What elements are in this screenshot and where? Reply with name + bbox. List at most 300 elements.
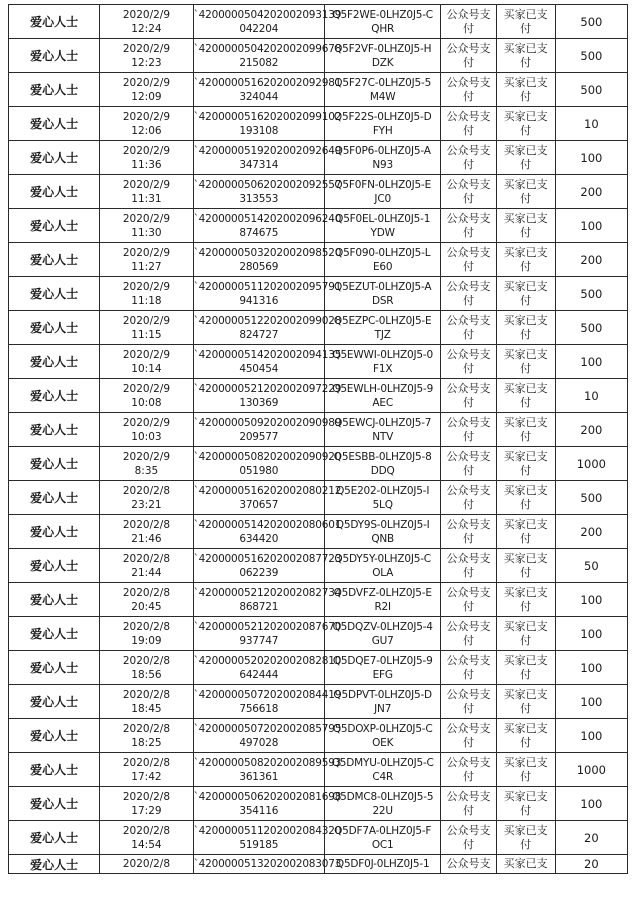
payment-time-cell-line1: 2020/2/8	[122, 654, 171, 667]
payment-status-cell-line2: 付	[520, 497, 532, 511]
payment-channel-cell-line1: 公众号支	[446, 347, 491, 361]
table-row	[9, 379, 628, 413]
order-id-cell-line2: TJZ	[374, 328, 391, 341]
transaction-id-cell-line2: 756618	[239, 702, 279, 715]
payment-channel-cell-line1: 公众号支	[446, 653, 491, 667]
transaction-id-cell-line2: 497028	[239, 736, 279, 749]
payment-status-cell-line2: 付	[520, 259, 532, 273]
payment-time-cell-line1: 2020/2/9	[122, 42, 171, 55]
payment-channel-cell-line2: 付	[462, 191, 474, 205]
payment-channel-cell	[441, 175, 496, 209]
transaction-id-cell	[193, 821, 342, 855]
payment-status-cell-line1: 买家已支	[503, 75, 548, 89]
order-id-cell-line1: Q5E202-0LHZ0J5-I	[336, 484, 430, 497]
payment-time-cell	[100, 447, 193, 481]
transaction-id-cell-line1: `4200000507202002084419	[193, 688, 342, 701]
payment-status-cell	[496, 787, 555, 821]
table-row	[9, 141, 628, 175]
payment-time-cell-line1: 2020/2/9	[122, 76, 171, 89]
donor-name-cell	[9, 209, 100, 243]
payment-channel-cell-line2: 付	[462, 429, 474, 443]
transaction-id-cell-line2: 209577	[239, 430, 279, 443]
payment-channel-cell	[441, 821, 496, 855]
payment-time-cell-line2: 11:31	[131, 192, 162, 205]
order-id-cell-line1: Q5EWWI-0LHZ0J5-0	[332, 348, 433, 361]
payment-channel-cell-line1: 公众号支	[446, 279, 491, 293]
transaction-id-cell-line2: 280569	[239, 260, 279, 273]
amount-cell-text: 500	[580, 48, 603, 63]
donor-name-cell	[9, 753, 100, 787]
transaction-id-cell-line2: 370657	[239, 498, 279, 511]
payment-channel-cell-line1: 公众号支	[446, 483, 491, 497]
payment-status-cell-line2: 付	[520, 89, 532, 103]
payment-channel-cell-line1: 公众号支	[446, 381, 491, 395]
payment-status-cell-line1: 买家已支	[503, 347, 548, 361]
payment-channel-cell-line1: 公众号支	[446, 449, 491, 463]
table-row	[9, 345, 628, 379]
payment-channel-cell-line2: 付	[462, 803, 474, 817]
payment-status-cell	[496, 243, 555, 277]
transaction-id-cell-line2: 868721	[239, 600, 279, 613]
payment-status-cell-line1: 买家已支	[503, 517, 548, 531]
payment-time-cell-line1: 2020/2/9	[122, 178, 171, 191]
payment-time-cell-line1: 2020/2/8	[122, 518, 171, 531]
table-row	[9, 651, 628, 685]
order-id-cell	[325, 651, 441, 685]
donor-name-cell	[9, 549, 100, 583]
order-id-cell-line2: DSR	[371, 294, 394, 307]
payment-status-cell-line2: 付	[520, 667, 532, 681]
payment-channel-cell-line1: 公众号支	[446, 721, 491, 735]
amount-cell-text: 100	[580, 728, 603, 743]
payment-status-cell-line2: 付	[520, 157, 532, 171]
order-id-cell	[325, 855, 441, 874]
payment-time-cell-line1: 2020/2/9	[122, 110, 171, 123]
payment-channel-cell-line1: 公众号支	[446, 619, 491, 633]
payment-channel-cell-line1: 公众号支	[446, 415, 491, 429]
payment-channel-cell-line1: 公众号支	[446, 143, 491, 157]
payment-time-cell	[100, 651, 193, 685]
amount-cell	[555, 311, 627, 345]
amount-cell-text: 100	[580, 694, 603, 709]
payment-status-cell-line1: 买家已支	[503, 789, 548, 803]
order-id-cell-line1: Q5DY5Y-0LHZ0J5-C	[334, 552, 431, 565]
donor-name-cell-text: 爱心人士	[30, 253, 79, 267]
transaction-id-cell-line1: `4200000506202002081698	[193, 790, 342, 803]
payment-time-cell-line2: 18:56	[131, 668, 162, 681]
payment-time-cell	[100, 141, 193, 175]
donor-name-cell-text: 爱心人士	[30, 219, 79, 233]
order-id-cell-line2: FYH	[372, 124, 393, 137]
order-id-cell	[325, 787, 441, 821]
payment-channel-cell-line2: 付	[462, 157, 474, 171]
table-row	[9, 719, 628, 753]
payment-status-cell-line1: 买家已支	[503, 143, 548, 157]
transaction-id-cell	[193, 209, 342, 243]
amount-cell	[555, 515, 627, 549]
payment-channel-cell-line1: 公众号支	[446, 755, 491, 769]
payment-status-cell	[496, 311, 555, 345]
payment-channel-cell-line2: 付	[462, 293, 474, 307]
transaction-id-cell-line1: `4200000514202002094135	[193, 348, 342, 361]
payment-channel-cell	[441, 277, 496, 311]
transaction-id-cell-line1: `4200000509202002090989	[193, 416, 342, 429]
payment-time-cell	[100, 277, 193, 311]
payment-channel-cell-line2: 付	[462, 599, 474, 613]
transaction-id-cell	[193, 481, 342, 515]
transaction-id-cell-line1: `4200000520202002082810	[193, 654, 342, 667]
payment-status-cell	[496, 685, 555, 719]
payment-time-cell-line1: 2020/2/8	[122, 552, 171, 565]
donation-record-table	[8, 4, 628, 874]
donor-name-cell	[9, 345, 100, 379]
payment-channel-cell-line1: 公众号支	[446, 313, 491, 327]
payment-status-cell	[496, 379, 555, 413]
order-id-cell	[325, 481, 441, 515]
order-id-cell-line1: Q5DQE7-0LHZ0J5-9	[332, 654, 433, 667]
table-row	[9, 209, 628, 243]
donor-name-cell-text: 爱心人士	[30, 321, 79, 335]
donor-name-cell-text: 爱心人士	[30, 423, 79, 437]
payment-time-cell	[100, 515, 193, 549]
amount-cell	[555, 481, 627, 515]
payment-channel-cell-line2: 付	[462, 633, 474, 647]
payment-status-cell-line1: 买家已支	[503, 109, 548, 123]
amount-cell	[555, 685, 627, 719]
transaction-id-cell	[193, 73, 342, 107]
amount-cell-text: 500	[580, 490, 603, 505]
transaction-id-cell-line1: `4200000521202002087670	[193, 620, 342, 633]
transaction-id-cell-line2: 051980	[239, 464, 279, 477]
transaction-id-cell	[193, 311, 342, 345]
transaction-id-cell	[193, 719, 342, 753]
payment-channel-cell	[441, 481, 496, 515]
donor-name-cell	[9, 617, 100, 651]
payment-time-cell-line2: 11:30	[131, 226, 162, 239]
donor-name-cell-text: 爱心人士	[30, 729, 79, 743]
payment-channel-cell	[441, 209, 496, 243]
payment-status-cell-line2: 付	[520, 123, 532, 137]
transaction-id-cell	[193, 617, 342, 651]
order-id-cell	[325, 73, 441, 107]
payment-time-cell-line1: 2020/2/9	[122, 450, 171, 463]
amount-cell-text: 10	[584, 116, 599, 131]
order-id-cell-line2: DDQ	[370, 464, 395, 477]
payment-status-cell	[496, 345, 555, 379]
payment-time-cell	[100, 379, 193, 413]
payment-time-cell	[100, 209, 193, 243]
transaction-id-cell-line2: 193108	[239, 124, 279, 137]
payment-status-cell-line1: 买家已支	[503, 313, 548, 327]
payment-status-cell	[496, 5, 555, 39]
payment-channel-cell-line1: 公众号支	[446, 109, 491, 123]
amount-cell-text: 500	[580, 286, 603, 301]
payment-time-cell-line2: 19:09	[131, 634, 162, 647]
payment-channel-cell	[441, 5, 496, 39]
amount-cell	[555, 821, 627, 855]
transaction-id-cell-line2: 937747	[239, 634, 279, 647]
order-id-cell	[325, 311, 441, 345]
amount-cell-text: 200	[580, 252, 603, 267]
order-id-cell-line2: JC0	[374, 192, 391, 205]
amount-cell-text: 100	[580, 626, 603, 641]
donor-name-cell	[9, 481, 100, 515]
transaction-id-cell-line1: `4200000511202002084320	[193, 824, 342, 837]
payment-time-cell	[100, 311, 193, 345]
transaction-id-cell-line2: 634420	[239, 532, 279, 545]
order-id-cell-line2: OLA	[372, 566, 394, 579]
order-id-cell	[325, 209, 441, 243]
table-row	[9, 39, 628, 73]
payment-channel-cell-line2: 付	[462, 667, 474, 681]
payment-time-cell-line2: 20:45	[131, 600, 162, 613]
table-row	[9, 447, 628, 481]
payment-time-cell-line2: 18:25	[131, 736, 162, 749]
payment-status-cell-line1: 买家已支	[503, 585, 548, 599]
donor-name-cell-text: 爱心人士	[30, 491, 79, 505]
payment-channel-cell-line2: 付	[462, 55, 474, 69]
donor-name-cell-text: 爱心人士	[30, 525, 79, 539]
donor-name-cell-text: 爱心人士	[30, 117, 79, 131]
payment-status-cell	[496, 617, 555, 651]
transaction-id-cell-line2: 313553	[239, 192, 279, 205]
payment-time-cell	[100, 413, 193, 447]
order-id-cell-line1: Q5F0FN-0LHZ0J5-E	[334, 178, 432, 191]
payment-time-cell-line2: 10:14	[131, 362, 162, 375]
transaction-id-cell-line1: `4200000513202002083073	[193, 858, 342, 870]
payment-time-cell	[100, 617, 193, 651]
transaction-id-cell	[193, 447, 342, 481]
order-id-cell	[325, 379, 441, 413]
transaction-id-cell-line2: 519185	[239, 838, 279, 851]
order-id-cell	[325, 141, 441, 175]
payment-status-cell-line1: 买家已支	[503, 857, 548, 870]
transaction-id-cell	[193, 39, 342, 73]
donor-name-cell	[9, 413, 100, 447]
table-row	[9, 243, 628, 277]
donor-name-cell-text: 爱心人士	[30, 287, 79, 301]
order-id-cell-line1: Q5F090-0LHZ0J5-L	[335, 246, 431, 259]
order-id-cell-line1: Q5DY9S-0LHZ0J5-I	[335, 518, 430, 531]
payment-status-cell	[496, 413, 555, 447]
order-id-cell	[325, 277, 441, 311]
payment-status-cell	[496, 107, 555, 141]
table-row	[9, 311, 628, 345]
payment-channel-cell	[441, 515, 496, 549]
donor-name-cell	[9, 73, 100, 107]
donor-name-cell	[9, 515, 100, 549]
donor-name-cell-text: 爱心人士	[30, 389, 79, 403]
transaction-id-cell	[193, 141, 342, 175]
payment-status-cell-line2: 付	[520, 293, 532, 307]
donor-name-cell-text: 爱心人士	[30, 355, 79, 369]
payment-status-cell-line1: 买家已支	[503, 653, 548, 667]
payment-channel-cell-line2: 付	[462, 361, 474, 375]
table-body	[9, 5, 628, 874]
payment-time-cell	[100, 481, 193, 515]
amount-cell	[555, 175, 627, 209]
transaction-id-cell-line1: `4200000506202002092557	[193, 178, 342, 191]
donor-name-cell-text: 爱心人士	[30, 797, 79, 811]
payment-time-cell-line1: 2020/2/8	[122, 756, 171, 769]
payment-status-cell-line1: 买家已支	[503, 279, 548, 293]
order-id-cell-line1: Q5F2WE-0LHZ0J5-C	[332, 8, 433, 21]
table-row	[9, 821, 628, 855]
transaction-id-cell-line1: `4200000504202002093139	[193, 8, 342, 21]
payment-time-cell-line1: 2020/2/8	[122, 620, 171, 633]
order-id-cell-line1: Q5DMYU-0LHZ0J5-C	[331, 756, 434, 769]
payment-channel-cell	[441, 311, 496, 345]
transaction-id-cell	[193, 175, 342, 209]
donor-name-cell-text: 爱心人士	[30, 185, 79, 199]
donor-name-cell-text: 爱心人士	[30, 627, 79, 641]
amount-cell	[555, 719, 627, 753]
order-id-cell	[325, 719, 441, 753]
payment-time-cell	[100, 345, 193, 379]
payment-status-cell-line2: 付	[520, 429, 532, 443]
payment-time-cell	[100, 753, 193, 787]
donor-name-cell	[9, 447, 100, 481]
transaction-id-cell-line2: 824727	[239, 328, 279, 341]
payment-time-cell-line1: 2020/2/9	[122, 246, 171, 259]
payment-status-cell	[496, 515, 555, 549]
order-id-cell-line1: Q5EWCJ-0LHZ0J5-7	[334, 416, 432, 429]
table-row	[9, 277, 628, 311]
transaction-id-cell-line2: 215082	[239, 56, 279, 69]
payment-status-cell	[496, 481, 555, 515]
table-row	[9, 515, 628, 549]
amount-cell	[555, 141, 627, 175]
payment-time-cell	[100, 685, 193, 719]
payment-time-cell-line2: 11:18	[131, 294, 162, 307]
payment-time-cell	[100, 549, 193, 583]
order-id-cell-line1: Q5DVFZ-0LHZ0J5-E	[333, 586, 432, 599]
transaction-id-cell	[193, 753, 342, 787]
donor-name-cell	[9, 651, 100, 685]
order-id-cell	[325, 39, 441, 73]
payment-channel-cell-line1: 公众号支	[446, 585, 491, 599]
donor-name-cell-text: 爱心人士	[30, 857, 79, 872]
order-id-cell-line1: Q5EZPC-0LHZ0J5-E	[333, 314, 432, 327]
order-id-cell-line2: OC1	[371, 838, 394, 851]
payment-channel-cell-line1: 公众号支	[446, 789, 491, 803]
order-id-cell-line1: Q5DQZV-0LHZ0J5-4	[332, 620, 433, 633]
transaction-id-cell-line2: 062239	[239, 566, 279, 579]
payment-time-cell-line1: 2020/2/8	[122, 858, 171, 870]
order-id-cell-line2: JN7	[374, 702, 392, 715]
payment-time-cell	[100, 821, 193, 855]
payment-time-cell	[100, 583, 193, 617]
order-id-cell-line1: Q5F22S-0LHZ0J5-D	[333, 110, 432, 123]
payment-channel-cell-line2: 付	[462, 531, 474, 545]
payment-channel-cell-line1: 公众号支	[446, 687, 491, 701]
table-row	[9, 583, 628, 617]
amount-cell-text: 1000	[576, 456, 606, 471]
order-id-cell-line1: Q5F2VF-0LHZ0J5-H	[334, 42, 432, 55]
payment-status-cell-line2: 付	[520, 735, 532, 749]
payment-time-cell-line1: 2020/2/8	[122, 722, 171, 735]
table-row	[9, 107, 628, 141]
donor-name-cell	[9, 685, 100, 719]
transaction-id-cell	[193, 277, 342, 311]
order-id-cell	[325, 583, 441, 617]
payment-channel-cell-line2: 付	[462, 701, 474, 715]
transaction-id-cell-line2: 324044	[239, 90, 279, 103]
donor-name-cell	[9, 277, 100, 311]
payment-time-cell-line2: 8:35	[134, 464, 159, 477]
amount-cell-text: 100	[580, 592, 603, 607]
transaction-id-cell	[193, 243, 342, 277]
payment-time-cell-line2: 12:09	[131, 90, 162, 103]
amount-cell	[555, 39, 627, 73]
transaction-id-cell-line2: 354116	[239, 804, 279, 817]
payment-channel-cell	[441, 855, 496, 874]
payment-channel-cell	[441, 447, 496, 481]
donor-name-cell	[9, 107, 100, 141]
payment-time-cell-line2: 12:06	[131, 124, 162, 137]
transaction-id-cell-line1: `4200000516202002092981	[193, 76, 342, 89]
order-id-cell-line1: Q5DF7A-0LHZ0J5-F	[334, 824, 432, 837]
payment-status-cell-line1: 买家已支	[503, 41, 548, 55]
order-id-cell-line1: Q5DOXP-0LHZ0J5-C	[332, 722, 433, 735]
amount-cell-text: 20	[584, 830, 599, 845]
order-id-cell	[325, 685, 441, 719]
amount-cell-text: 100	[580, 660, 603, 675]
payment-time-cell-line2: 23:21	[131, 498, 162, 511]
payment-time-cell-line1: 2020/2/8	[122, 824, 171, 837]
payment-channel-cell-line1: 公众号支	[446, 857, 491, 870]
order-id-cell	[325, 413, 441, 447]
donor-name-cell	[9, 243, 100, 277]
table-row	[9, 787, 628, 821]
payment-status-cell	[496, 39, 555, 73]
transaction-id-cell-line1: `4200000519202002092649	[193, 144, 342, 157]
payment-channel-cell-line1: 公众号支	[446, 823, 491, 837]
payment-time-cell	[100, 243, 193, 277]
payment-status-cell-line1: 买家已支	[503, 823, 548, 837]
transaction-id-cell-line1: `4200000514202002096240	[193, 212, 342, 225]
donor-name-cell-text: 爱心人士	[30, 559, 79, 573]
payment-status-cell-line2: 付	[520, 599, 532, 613]
payment-status-cell-line1: 买家已支	[503, 7, 548, 21]
amount-cell-text: 500	[580, 14, 603, 29]
order-id-cell-line2: 5LQ	[372, 498, 393, 511]
payment-time-cell-line1: 2020/2/8	[122, 586, 171, 599]
order-id-cell-line1: Q5EZUT-0LHZ0J5-A	[334, 280, 432, 293]
payment-status-cell-line1: 买家已支	[503, 211, 548, 225]
amount-cell	[555, 549, 627, 583]
amount-cell	[555, 379, 627, 413]
order-id-cell	[325, 821, 441, 855]
payment-time-cell-line1: 2020/2/9	[122, 8, 171, 21]
payment-time-cell	[100, 73, 193, 107]
payment-status-cell-line2: 付	[520, 769, 532, 783]
payment-status-cell	[496, 175, 555, 209]
transaction-id-cell	[193, 855, 342, 874]
payment-channel-cell	[441, 39, 496, 73]
transaction-id-cell-line1: `4200000503202002098520	[193, 246, 342, 259]
payment-status-cell-line1: 买家已支	[503, 415, 548, 429]
payment-status-cell-line1: 买家已支	[503, 687, 548, 701]
payment-channel-cell-line2: 付	[462, 225, 474, 239]
payment-status-cell	[496, 753, 555, 787]
order-id-cell	[325, 549, 441, 583]
payment-status-cell-line2: 付	[520, 21, 532, 35]
payment-channel-cell-line1: 公众号支	[446, 75, 491, 89]
payment-status-cell-line1: 买家已支	[503, 245, 548, 259]
payment-status-cell-line2: 付	[520, 803, 532, 817]
payment-status-cell	[496, 277, 555, 311]
